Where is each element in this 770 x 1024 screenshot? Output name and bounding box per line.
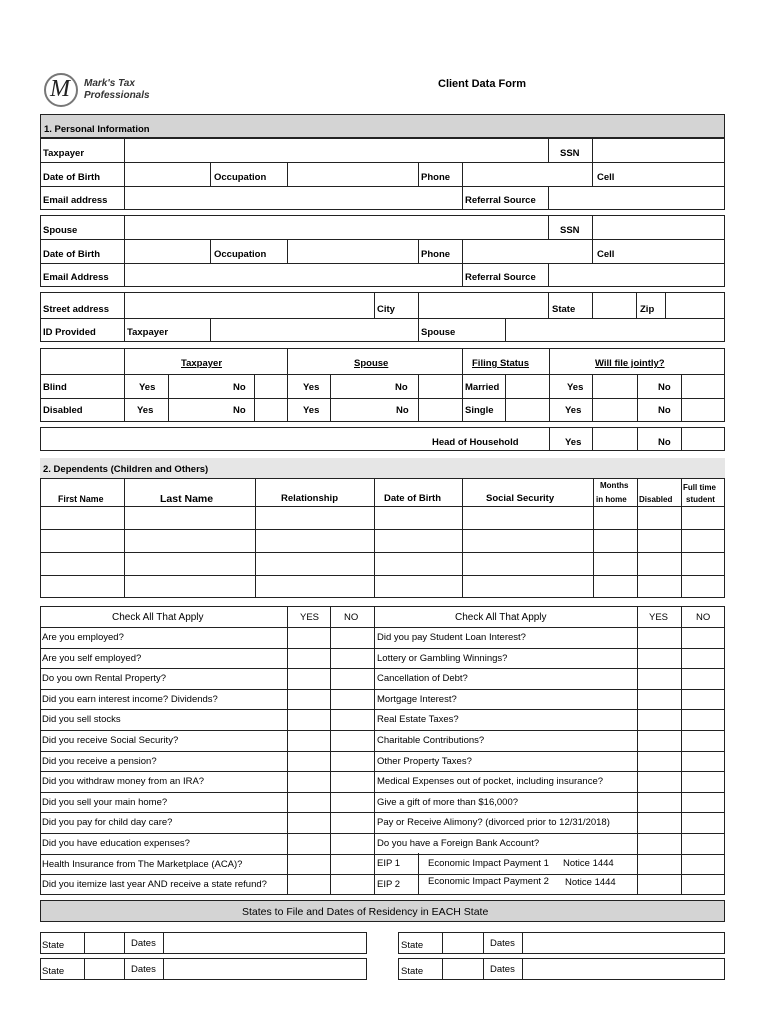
eip2-label: EIP 2 (377, 879, 401, 890)
header-relationship: Relationship (281, 493, 339, 504)
disabled-sp-no: No (396, 405, 409, 416)
married-no: No (658, 382, 671, 393)
question-left: Did you have education expenses? (42, 838, 190, 849)
question-right: Did you pay Student Loan Interest? (377, 632, 526, 643)
section-dependents-title: 2. Dependents (Children and Others) (43, 464, 209, 475)
label-zip: Zip (640, 304, 655, 315)
state-row-1-right (398, 932, 725, 954)
logo-line1: Mark's Tax (84, 78, 135, 89)
taxpayer-block (40, 138, 725, 210)
logo-line2: Professionals (84, 90, 150, 101)
label-married: Married (465, 382, 500, 393)
label-ssn-spouse: SSN (560, 225, 580, 236)
question-left: Are you self employed? (42, 653, 142, 664)
question-left: Did you sell your main home? (42, 797, 168, 808)
header-fulltime1: Full time (683, 483, 716, 492)
dates-label-2-right: Dates (490, 964, 515, 975)
label-disabled: Disabled (43, 405, 83, 416)
dates-label-1-right: Dates (490, 938, 515, 949)
question-right: Charitable Contributions? (377, 735, 485, 746)
states-title: States to File and Dates of Residency in EACH State (242, 906, 489, 918)
eip1-desc: Economic Impact Payment 1 (428, 858, 549, 869)
label-cell-spouse: Cell (597, 249, 615, 260)
label-id-spouse: Spouse (421, 327, 456, 338)
hoh-block (40, 427, 725, 451)
state-label-1-left: State (42, 940, 65, 951)
section-dependents-header (40, 458, 725, 478)
checklist-no-left: NO (344, 612, 359, 623)
label-dob-spouse: Date of Birth (43, 249, 100, 260)
label-cell: Cell (597, 172, 615, 183)
question-left: Health Insurance from The Marketplace (ACA)? (42, 859, 243, 870)
question-right: Cancellation of Debt? (377, 673, 468, 684)
label-blind: Blind (43, 382, 67, 393)
question-right: Pay or Receive Alimony? (divorced prior to 12/31/2018) (377, 817, 610, 828)
header-filing-status: Filing Status (472, 358, 529, 369)
eip2-desc: Economic Impact Payment 2 (428, 876, 549, 887)
blind-sp-no: No (395, 382, 408, 393)
dates-label-1-left: Dates (131, 938, 156, 949)
eip2-notice: Notice 1444 (565, 877, 616, 888)
question-right: Give a gift of more than $16,000? (377, 797, 519, 808)
label-occupation: Occupation (214, 172, 267, 183)
question-right: Mortgage Interest? (377, 694, 457, 705)
header-disabled: Disabled (639, 495, 673, 504)
spouse-block (40, 215, 725, 287)
page-title: Client Data Form (438, 78, 527, 90)
question-left: Did you earn interest income? Dividends? (42, 694, 218, 705)
logo (44, 73, 78, 107)
question-right: Do you have a Foreign Bank Account? (377, 838, 540, 849)
question-right: Other Property Taxes? (377, 756, 472, 767)
label-city: City (377, 304, 395, 315)
label-referral-spouse: Referral Source (465, 272, 536, 283)
checklist-no-right: NO (696, 612, 711, 623)
eip1-notice: Notice 1444 (563, 858, 614, 869)
state-label-2-left: State (42, 966, 65, 977)
question-left: Did you itemize last year AND receive a state refund? (42, 879, 267, 890)
state-row-2-right (398, 958, 725, 980)
hoh-yes: Yes (565, 437, 582, 448)
question-left: Did you pay for child day care? (42, 817, 173, 828)
question-left: Did you sell stocks (42, 714, 121, 725)
state-label-2-right: State (401, 966, 424, 977)
blind-tp-yes: Yes (139, 382, 156, 393)
header-first-name: First Name (58, 494, 104, 504)
header-ssn: Social Security (486, 493, 555, 504)
question-left: Did you receive a pension? (42, 756, 157, 767)
eip1-label: EIP 1 (377, 858, 401, 869)
label-hoh: Head of Household (432, 437, 519, 448)
state-label-1-right: State (401, 940, 424, 951)
single-no: No (658, 405, 671, 416)
label-dob: Date of Birth (43, 172, 100, 183)
label-ssn: SSN (560, 148, 580, 159)
question-right: Lottery or Gambling Winnings? (377, 653, 508, 664)
state-row-2-left (40, 958, 367, 980)
single-yes: Yes (565, 405, 582, 416)
disabled-tp-no: No (233, 405, 246, 416)
states-header (40, 900, 725, 922)
checklist-yes-right: YES (649, 612, 669, 623)
label-state: State (552, 304, 576, 315)
disabled-sp-yes: Yes (303, 405, 320, 416)
question-left: Did you receive Social Security? (42, 735, 179, 746)
label-email-spouse: Email Address (43, 272, 109, 283)
question-right: Real Estate Taxes? (377, 714, 459, 725)
label-id-provided: ID Provided (43, 327, 96, 338)
header-months2: in home (596, 495, 627, 504)
label-referral: Referral Source (465, 195, 536, 206)
blind-tp-no: No (233, 382, 246, 393)
question-left: Do you own Rental Property? (42, 673, 167, 684)
header-months1: Months (600, 481, 629, 490)
checklist-header-left: Check All That Apply (112, 612, 204, 623)
hoh-no: No (658, 437, 671, 448)
label-phone-spouse: Phone (421, 249, 451, 260)
label-street: Street address (43, 304, 110, 315)
label-spouse: Spouse (43, 225, 78, 236)
section-personal-title: 1. Personal Information (44, 124, 150, 135)
disabled-tp-yes: Yes (137, 405, 154, 416)
state-row-1-left (40, 932, 367, 954)
blind-sp-yes: Yes (303, 382, 320, 393)
header-spouse: Spouse (354, 358, 389, 369)
married-yes: Yes (567, 382, 584, 393)
label-taxpayer: Taxpayer (43, 148, 85, 159)
checklist-header-right: Check All That Apply (455, 612, 547, 623)
checklist-yes-left: YES (300, 612, 320, 623)
label-phone: Phone (421, 172, 451, 183)
header-fulltime2: student (686, 495, 715, 504)
label-occupation-spouse: Occupation (214, 249, 267, 260)
header-last-name: Last Name (160, 493, 214, 505)
dates-label-2-left: Dates (131, 964, 156, 975)
question-left: Are you employed? (42, 632, 124, 643)
logo-letter: M (50, 76, 70, 102)
header-taxpayer: Taxpayer (181, 358, 223, 369)
label-email: Email address (43, 195, 108, 206)
header-will-file-jointly: Will file jointly? (595, 358, 665, 369)
question-left: Did you withdraw money from an IRA? (42, 776, 205, 787)
question-right: Medical Expenses out of pocket, including insurance? (377, 776, 604, 787)
label-single: Single (465, 405, 494, 416)
header-dob: Date of Birth (384, 493, 441, 504)
section-personal-header (40, 114, 725, 138)
label-id-taxpayer: Taxpayer (127, 327, 169, 338)
